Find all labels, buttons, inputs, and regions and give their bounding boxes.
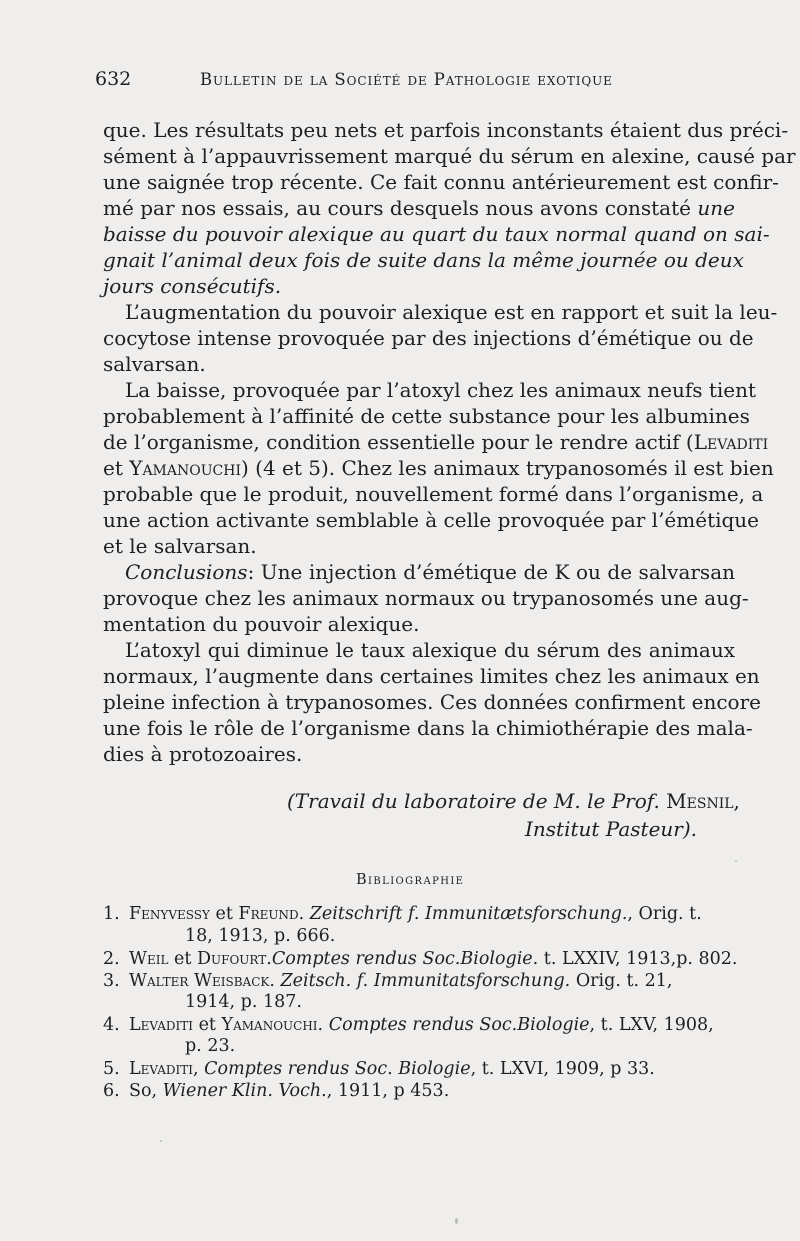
reference-4 xyxy=(103,1014,714,1036)
ref-text: Orig. t. 21, xyxy=(570,971,673,991)
journal-name: Comptes rendus Soc. Biologie xyxy=(204,1059,471,1079)
reference-5 xyxy=(103,1058,655,1080)
text-line: une saignée trop récente. Ce fait connu antérieurement est confir- xyxy=(103,170,779,194)
reference-number: 4. xyxy=(103,1015,120,1035)
paper-speck xyxy=(735,860,737,862)
credit-line: Institut Pasteur). xyxy=(525,817,698,841)
text-line: provoque chez les animaux normaux ou trypanosomés une aug- xyxy=(103,586,749,610)
author-name: Freund xyxy=(238,904,299,924)
ref-text: . xyxy=(269,971,281,991)
reference-number: 2. xyxy=(103,949,120,969)
ref-text: , t. LXV, 1908, xyxy=(589,1015,714,1035)
text-span: de l’organisme, condition essentielle pour le rendre actif ( xyxy=(103,430,694,454)
credit-line xyxy=(287,789,740,813)
ref-text: et xyxy=(193,1015,222,1035)
text-line: cocytose intense provoquée par des injections d’émétique ou de xyxy=(103,326,754,350)
text-span: ) (4 et 5). Chez les animaux trypanosomés il est bien xyxy=(240,456,774,480)
author-name: Levaditi xyxy=(129,1059,194,1079)
journal-name: Zeitschrift f. Immunitætsforschung. xyxy=(309,904,628,924)
text-line: L’augmentation du pouvoir alexique est en rapport et suit la leu- xyxy=(125,300,778,324)
text-line: L’atoxyl qui diminue le taux alexique du sérum des animaux xyxy=(125,638,735,662)
text-line: baisse du pouvoir alexique au quart du taux normal quand on sai- xyxy=(103,222,770,246)
ref-text: , 1911, p 453. xyxy=(326,1081,450,1101)
text-line: une fois le rôle de l’organisme dans la chimiothérapie des mala- xyxy=(103,716,753,740)
author-name: Levaditi xyxy=(693,430,769,454)
reference-continuation: 1914, p. 187. xyxy=(185,992,302,1012)
text-line xyxy=(103,429,769,455)
ref-text: , Orig. t. xyxy=(627,904,702,924)
reference-number: 1. xyxy=(103,904,120,924)
author-name: Yamanouchi xyxy=(129,456,241,480)
text-span: : Une injection d’émétique de K ou de salvarsan xyxy=(247,560,735,584)
text-line: normaux, l’augmente dans certaines limites chez les animaux en xyxy=(103,664,760,688)
text-line: sément à l’appauvrissement marqué du sérum en alexine, causé par xyxy=(103,144,796,168)
text-line: probable que le produit, nouvellement formé dans l’organisme, a xyxy=(103,482,764,506)
ref-text: , xyxy=(193,1059,205,1079)
reference-6 xyxy=(103,1080,449,1102)
ref-text: et xyxy=(168,949,197,969)
text-line: salvarsan. xyxy=(103,352,206,376)
text-line: mentation du pouvoir alexique. xyxy=(103,612,420,636)
conclusions-label: Conclusions xyxy=(125,560,248,584)
reference-number: 3. xyxy=(103,971,120,991)
text-line: dies à protozoaires. xyxy=(103,742,303,766)
ref-text: , t. LXVI, 1909, p 33. xyxy=(470,1059,655,1079)
journal-name: Comptes rendus Soc.Biologie xyxy=(328,1015,590,1035)
ref-text: , xyxy=(151,1081,163,1101)
reference-continuation: 18, 1913, p. 666. xyxy=(185,926,336,946)
journal-name: Wiener Klin. Voch. xyxy=(162,1081,327,1101)
text-line xyxy=(103,455,774,481)
text-span: mé par nos essais, au cours desquels nous avons constaté xyxy=(103,196,698,220)
author-name: Fenyvessy xyxy=(129,904,210,924)
text-line xyxy=(103,195,735,221)
reference-number: 5. xyxy=(103,1059,120,1079)
author-name: Mesnil xyxy=(666,789,734,813)
reference-3 xyxy=(103,970,672,992)
text-line: jours consécutifs. xyxy=(103,274,282,298)
text-line: gnait l’animal deux fois de suite dans la même journée ou deux xyxy=(103,248,744,272)
text-line: La baisse, provoquée par l’atoxyl chez les animaux neufs tient xyxy=(125,378,757,402)
paper-speck xyxy=(160,1140,162,1142)
credit-text: (Travail du laboratoire de M. le Prof. xyxy=(287,789,667,813)
reference-1 xyxy=(103,903,702,925)
author-name: Yamanouchi xyxy=(221,1015,318,1035)
author-name: Levaditi xyxy=(129,1015,194,1035)
italic-span: une xyxy=(697,196,735,220)
bibliography-title: Bibliographie xyxy=(356,872,465,888)
ref-text: . xyxy=(298,904,310,924)
author-name: Weil xyxy=(129,949,169,969)
running-title: Bulletin de la Société de Pathologie exotique xyxy=(200,70,613,89)
reference-2 xyxy=(103,948,738,970)
text-line: une action activante semblable à celle provoquée par l’émétique xyxy=(103,508,760,532)
text-line: et le salvarsan. xyxy=(103,534,257,558)
text-line: que. Les résultats peu nets et parfois inconstants étaient dus préci- xyxy=(103,118,789,142)
text-line: pleine infection à trypanosomes. Ces données confirment encore xyxy=(103,690,761,714)
author-name: Walter Weisback xyxy=(129,971,270,991)
author-name: So xyxy=(129,1081,152,1101)
journal-name: Zeitsch. f. Immunitatsforschung. xyxy=(280,971,571,991)
ref-text: t. LXXIV, 1913,p. 802. xyxy=(538,949,738,969)
text-line: probablement à l’affinité de cette substance pour les albumines xyxy=(103,404,750,428)
ref-text: et xyxy=(209,904,239,924)
credit-text: , xyxy=(733,789,740,813)
text-span: et xyxy=(103,456,130,480)
ref-text: . xyxy=(317,1015,329,1035)
text-line xyxy=(125,559,735,585)
ref-text: . xyxy=(266,949,272,969)
journal-name: Comptes rendus Soc.Biologie. xyxy=(271,949,539,969)
reference-continuation: p. 23. xyxy=(185,1036,236,1056)
page-header xyxy=(95,68,755,98)
author-name: Dufourt xyxy=(196,949,267,969)
paper-speck xyxy=(455,1218,458,1224)
page-number: 632 xyxy=(95,68,132,90)
reference-number: 6. xyxy=(103,1081,120,1101)
